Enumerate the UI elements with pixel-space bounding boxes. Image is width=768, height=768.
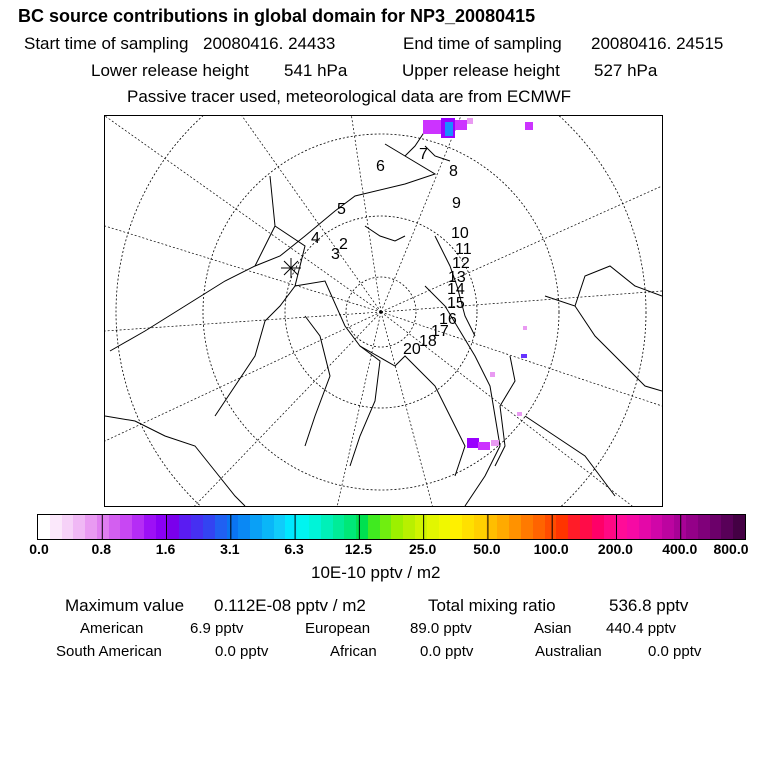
end-time-value: 20080416. 24515	[591, 34, 724, 53]
traj-label: 9	[452, 195, 461, 212]
start-time-value: 20080416. 24433	[203, 34, 336, 53]
colorbar-tick-label: 6.3	[284, 541, 304, 557]
start-time-label: Start time of sampling	[24, 34, 189, 53]
traj-label: 8	[449, 163, 458, 180]
concentration-field	[423, 118, 533, 450]
source-value-african: 0.0 pptv	[420, 643, 474, 660]
colorbar-tick-label: 25.0	[409, 541, 437, 557]
traj-label: 12	[452, 255, 470, 272]
coastlines	[105, 131, 662, 506]
source-name-african: African	[330, 643, 377, 660]
colorbar-tick-label: 3.1	[220, 541, 240, 557]
max-value: 0.112E-08 pptv / m2	[214, 596, 366, 615]
source-value-australian: 0.0 pptv	[648, 643, 702, 660]
traj-label: 6	[376, 158, 385, 175]
colorbar-tick-label: 100.0	[533, 541, 569, 557]
colorbar-tick-label: 400.0	[662, 541, 698, 557]
max-value-label: Maximum value	[65, 596, 185, 615]
end-time-label: End time of sampling	[403, 34, 562, 53]
traj-label: 18	[419, 333, 437, 350]
plot-title: BC source contributions in global domain for NP3_20080415	[18, 6, 536, 26]
polar-map	[104, 115, 663, 507]
traj-label: 4	[311, 230, 320, 247]
traj-label: 17	[431, 323, 449, 340]
traj-label: 2	[339, 236, 348, 253]
source-value-european: 89.0 pptv	[410, 620, 472, 637]
trajectory-labels	[311, 146, 472, 358]
colorbar-unit: 10E-10 pptv / m2	[311, 563, 441, 582]
source-value-american: 6.9 pptv	[190, 620, 244, 637]
traj-label: 3	[331, 246, 340, 263]
upper-height-value: 527 hPa	[594, 61, 658, 80]
traj-label: 10	[451, 225, 469, 242]
colorbar-tick-label: 200.0	[597, 541, 633, 557]
lower-height-label: Lower release height	[91, 61, 249, 80]
colorbar-dividers	[37, 514, 746, 540]
tracer-note: Passive tracer used, meteorological data are from ECMWF	[127, 87, 572, 106]
source-value-asian: 440.4 pptv	[606, 620, 677, 637]
polar-map-graphic	[105, 116, 662, 506]
total-mixing-value: 536.8 pptv	[609, 596, 689, 615]
traj-label: 15	[447, 295, 465, 312]
colorbar-tick-label: 0.0	[29, 541, 49, 557]
source-name-european: European	[305, 620, 371, 637]
colorbar-tick-label: 0.8	[91, 541, 111, 557]
total-mixing-label: Total mixing ratio	[428, 596, 556, 615]
traj-label: 14	[447, 281, 465, 298]
traj-label: 20	[403, 341, 421, 358]
source-name-south-american: South American	[56, 643, 162, 660]
traj-label: 5	[337, 201, 346, 218]
traj-label: 16	[439, 311, 457, 328]
traj-label: 7	[419, 146, 428, 163]
traj-label: 11	[455, 241, 472, 258]
lower-height-value: 541 hPa	[284, 61, 348, 80]
colorbar-tick-label: 50.0	[473, 541, 501, 557]
source-name-australian: Australian	[535, 643, 602, 660]
colorbar-tick-label: 1.6	[155, 541, 176, 557]
colorbar-tick-label: 800.0	[713, 541, 749, 557]
colorbar-tick-label: 12.5	[344, 541, 372, 557]
source-name-asian: Asian	[534, 620, 572, 637]
asterisk-icon	[281, 258, 301, 278]
traj-label: 13	[448, 269, 466, 286]
source-value-south-american: 0.0 pptv	[215, 643, 269, 660]
upper-height-label: Upper release height	[402, 61, 560, 80]
source-name-american: American	[80, 620, 144, 637]
